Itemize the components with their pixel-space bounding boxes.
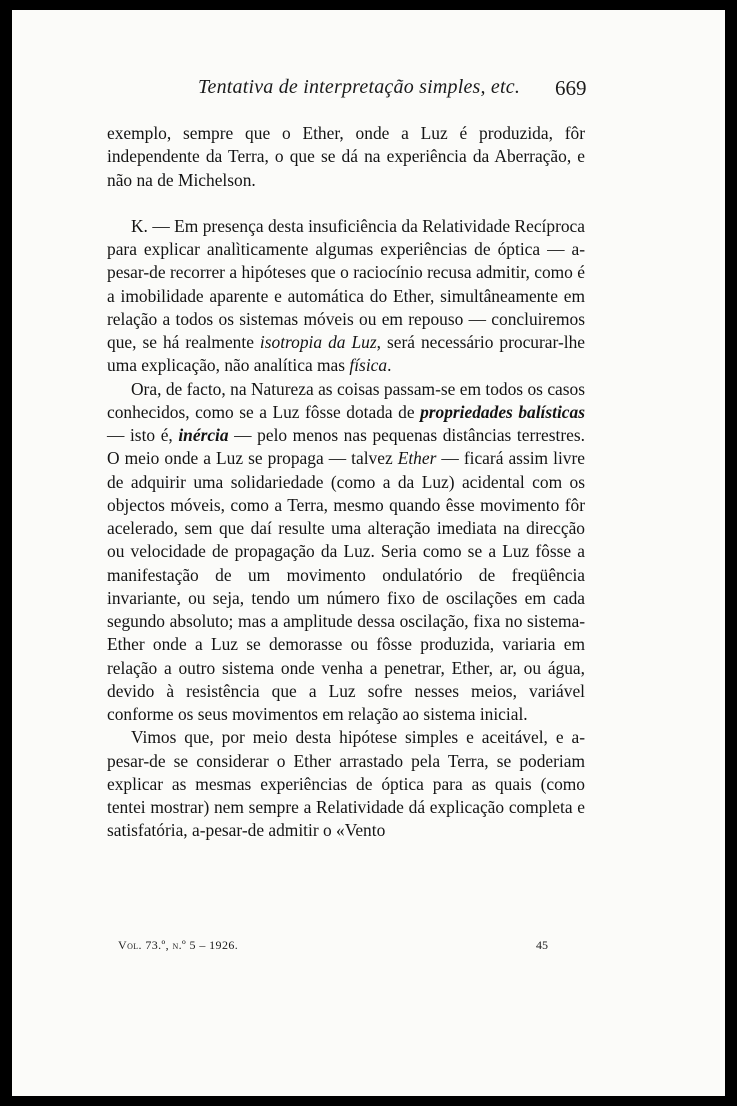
signature-mark: 45 — [536, 938, 548, 952]
paragraph — [107, 726, 585, 842]
italic-term: física — [349, 355, 388, 376]
volume-line: Vol. 73.º, n.º 5 – 1926. — [118, 938, 239, 952]
paragraph — [107, 215, 585, 378]
paragraph-text: Vimos que, por meio desta hipótese simples e aceitável, e a-pesar-de se considerar o Ether arrastado pela Terra, se poderiam explicar as mesmas experiências de óptica para as quais (como tentei mostrar) nem sempre a Relatividade dá explicação completa e satisfatória, a-pesar-de admitir o «Vento — [107, 727, 585, 841]
italic-term: Ether — [397, 448, 437, 469]
paragraph-text: K. — Em presença desta insuficiência da Relatividade Recíproca para explicar analìticamente algumas experiências de óptica — a-pesar-de recorrer a hipóteses que o raciocínio recusa admitir, como é a imobilidade aparente e automática do Ether, simultâneamente em relação a todos os sistemas móveis ou em repouso — concluiremos que, se há realmente — [107, 215, 585, 352]
bold-italic-term: inércia — [178, 425, 229, 445]
paragraph-text: , será necessário procurar-lhe uma explicação, não analítica mas — [107, 332, 585, 376]
paragraph-text: — isto é, — [107, 425, 179, 445]
paragraph — [107, 378, 585, 727]
paragraph — [107, 122, 585, 192]
paragraph-text: — pelo menos nas pequenas distâncias terrestres. O meio onde a Luz se propaga — talvez — [107, 425, 585, 469]
page-header — [12, 76, 725, 106]
page-footer — [12, 938, 725, 958]
paragraph-text: exemplo, sempre que o Ether, onde a Luz é produzida, fôr independente da Terra, o que se dá na experiência da Aberração, e não na de Michelson. — [107, 123, 585, 190]
body-text — [107, 122, 585, 843]
paragraph-text: — ficará assim livre de adquirir uma solidariedade (como a da Luz) acidental com os objectos móveis, como a Terra, mesmo quando êsse movimento fôr acelerado, sem que daí resulte uma alteração imediata na direcção ou velocidade de propagação da Luz. Seria como se a Luz fôsse a manifestação de um movimento ondulatório de freqüência invariante, ou seja, tendo um número fixo de oscilações em cada segundo absoluto; mas a amplitude dessa oscilação, fixa no sistema-Ether onde a Luz se demorasse ou fôsse produzida, variaria em relação a outro sistema onde venha a penetrar, Ether, ar, ou água, devido à resistência que a Luz sofre nesses meios, variável conforme os seus movimentos em relação ao sistema inicial. — [107, 448, 585, 724]
running-title: Tentativa de interpretação simples, etc. — [198, 76, 521, 98]
paragraph-text: . — [387, 355, 392, 376]
page-number: 669 — [555, 76, 587, 100]
italic-term: isotropia da Luz — [259, 332, 377, 352]
page — [12, 10, 725, 1096]
paragraph-text: Ora, de facto, na Natureza as coisas passam-se em todos os casos conhecidos, como se a Luz fôsse dotada de — [107, 378, 585, 422]
bold-italic-term: propriedades balísticas — [420, 401, 585, 422]
